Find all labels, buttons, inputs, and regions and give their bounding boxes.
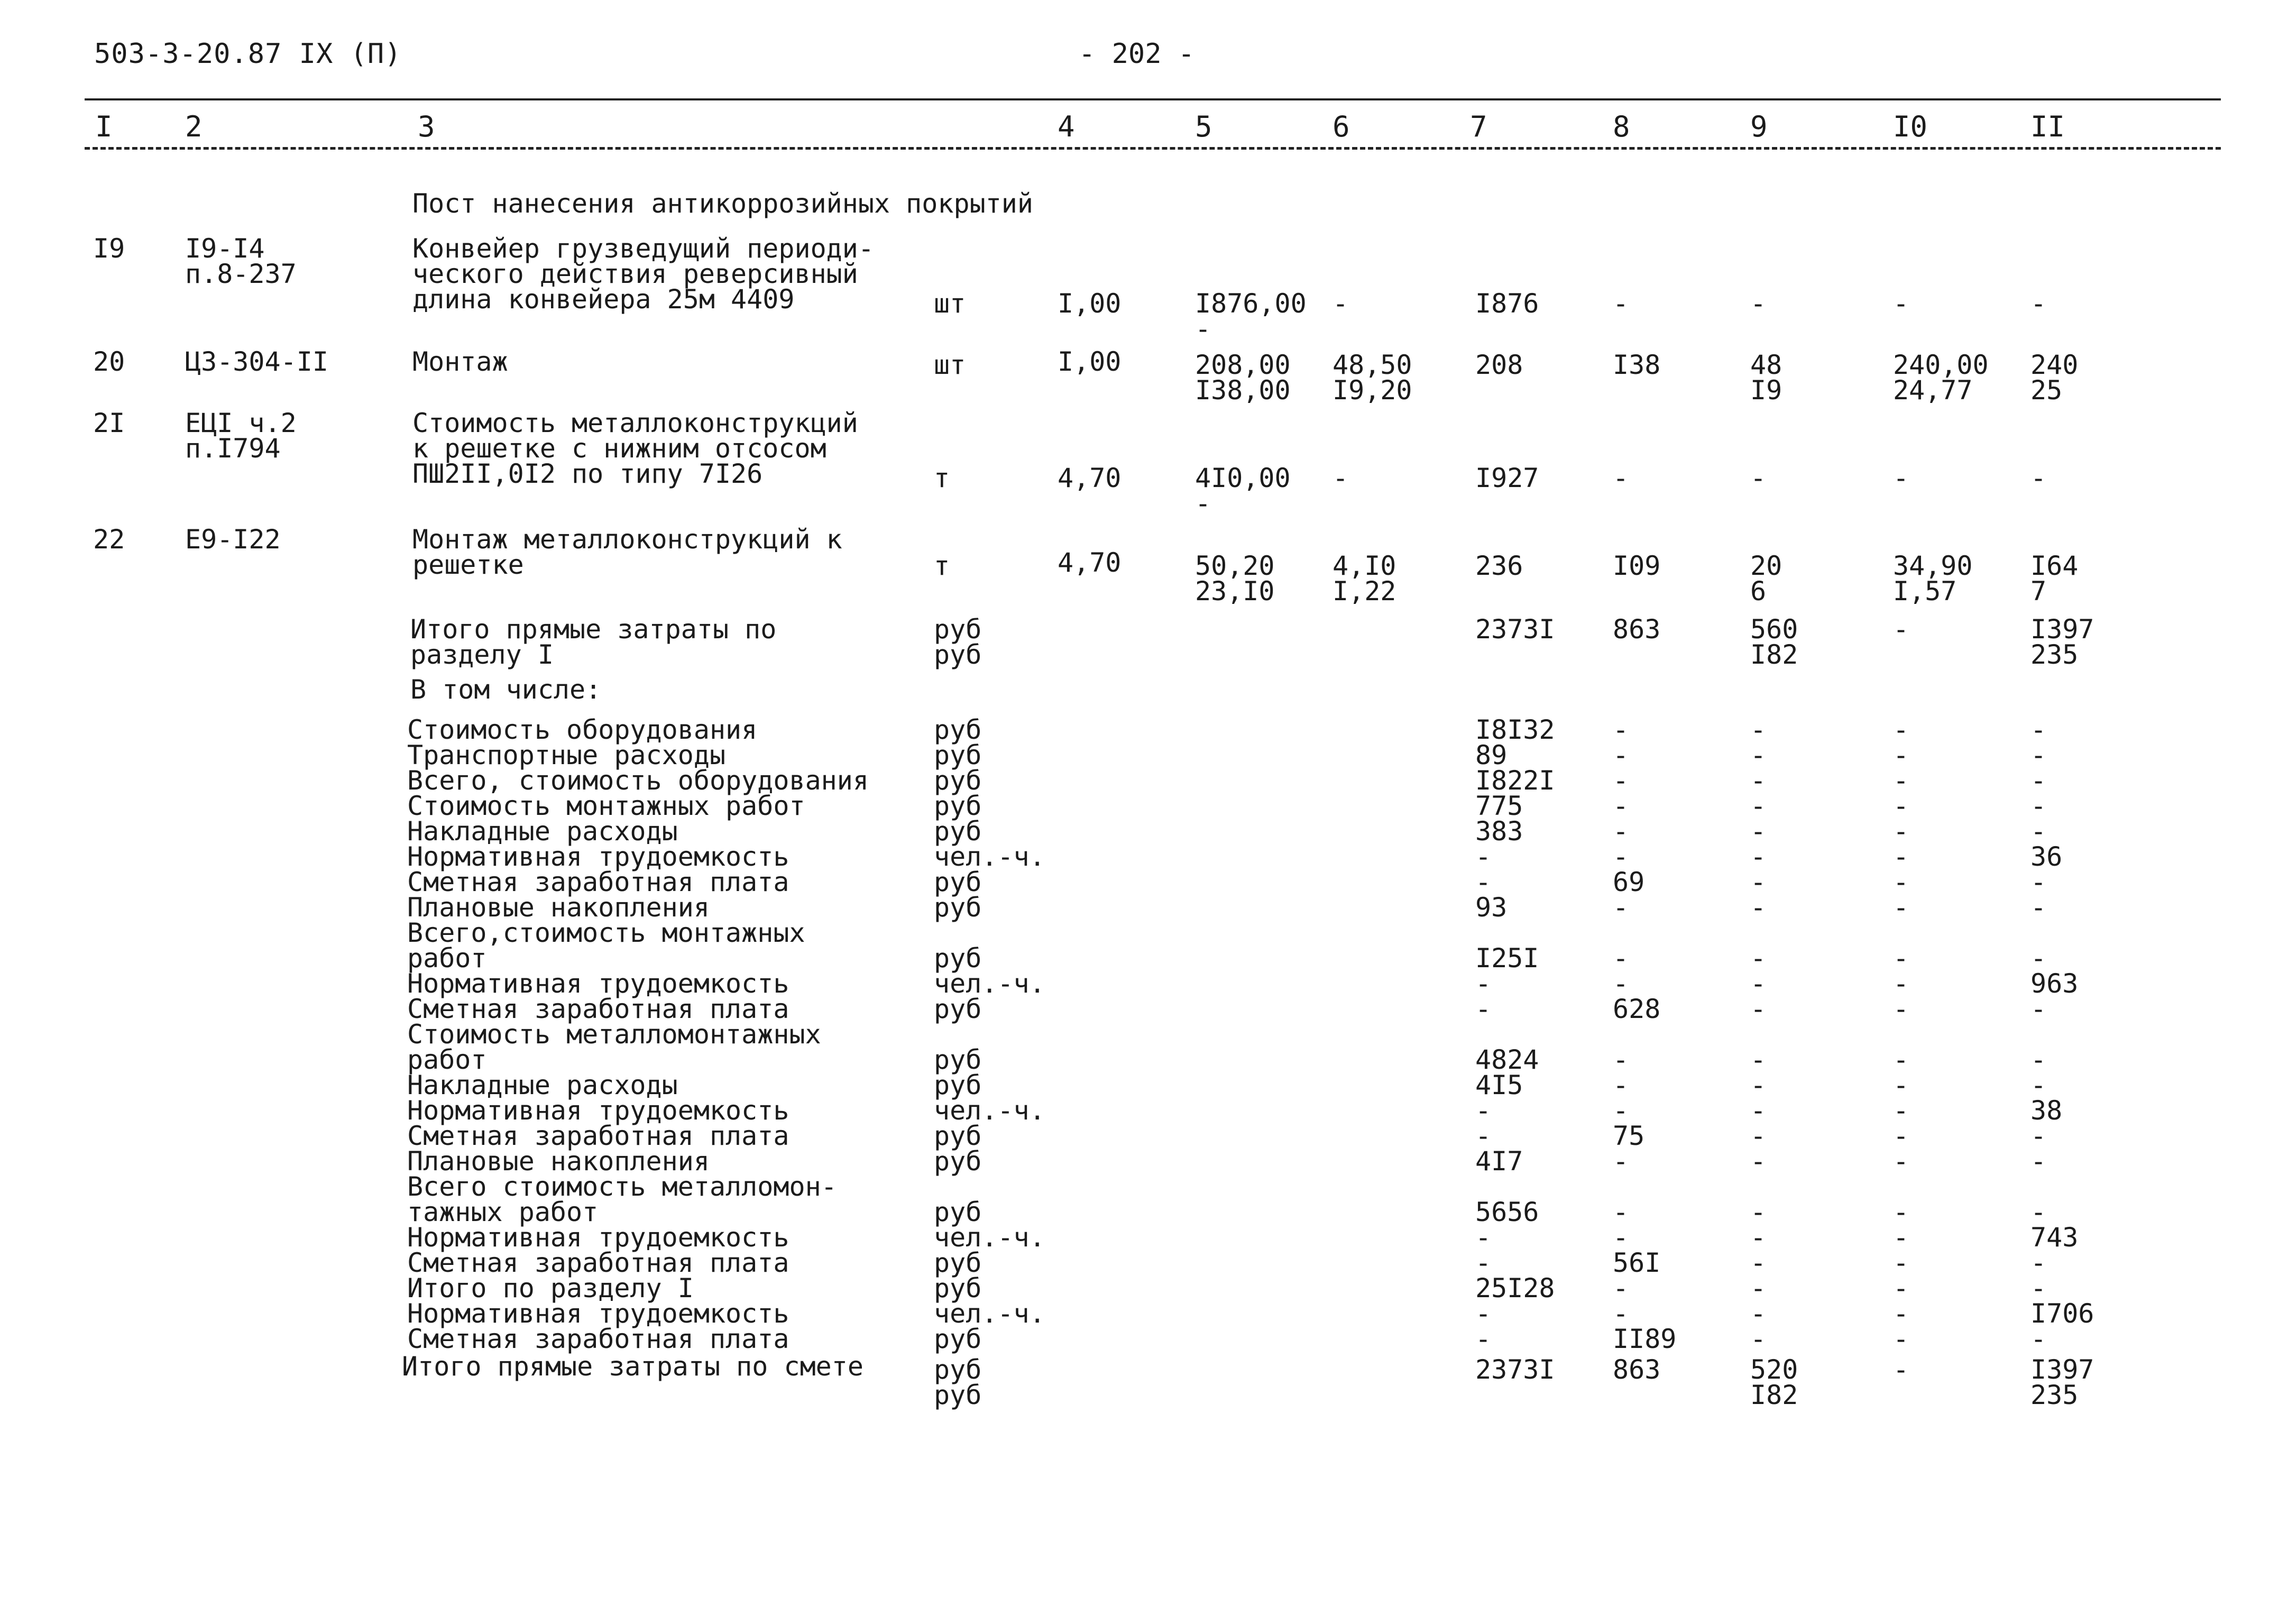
total-section-col10: -: [1893, 614, 1909, 645]
row-19-col8: -: [1613, 288, 1629, 319]
row-19-col10: -: [1893, 288, 1909, 319]
col-header-1: I: [95, 110, 113, 143]
row-19-col6: -: [1333, 288, 1349, 319]
row-22-col9: 20 6: [1750, 550, 1782, 607]
breakdown-col11: - - - - - 36 - - - 963 - - - 38 - - - 743 - - I706 -: [2030, 714, 2094, 1354]
total-section-col9: 560 I82: [1750, 614, 1798, 670]
row-21-name: Стоимость металлоконструкций к решетке с нижним отсосом ПШ2II,0I2 по типу 7I26: [412, 408, 858, 489]
breakdown-col10: - - - - - - - - - - - - - - - - - - - - - -: [1893, 714, 1909, 1354]
table-top-rule: [85, 98, 2221, 100]
row-19-col5: I876,00 -: [1195, 288, 1307, 344]
row-20-col11: 240 25: [2030, 350, 2079, 406]
row-20-quantity: I,00: [1058, 346, 1122, 377]
total-estimate-units: руб руб: [934, 1354, 982, 1410]
row-20-code: Ц3-304-II: [185, 346, 328, 377]
row-20-unit: шт: [934, 350, 966, 380]
row-22-name: Монтаж металлоконструкций к решетке: [412, 524, 842, 580]
total-section-col8: 863: [1613, 614, 1661, 645]
total-section-col7: 2373I: [1475, 614, 1555, 645]
total-estimate-col8: 863: [1613, 1354, 1661, 1385]
row-20-col9: 48 I9: [1750, 350, 1782, 406]
row-20-col10: 240,00 24,77: [1893, 350, 1989, 406]
row-21-quantity: 4,70: [1058, 463, 1122, 493]
row-20-col5: 208,00 I38,00: [1195, 350, 1291, 406]
row-22-col8: I09: [1613, 550, 1661, 581]
row-19-col7: I876: [1475, 288, 1539, 319]
row-19-number: I9: [93, 233, 125, 264]
breakdown-col9: - - - - - - - - - - - - - - - - - - - - - -: [1750, 714, 1767, 1354]
total-estimate-col11: I397 235: [2030, 1354, 2094, 1410]
row-22-number: 22: [93, 524, 125, 555]
row-22-col10: 34,90 I,57: [1893, 550, 1973, 607]
total-section-units: руб руб: [934, 614, 982, 670]
total-estimate-col9: 520 I82: [1750, 1354, 1798, 1410]
table-header-rule: [85, 147, 2221, 150]
col-header-4: 4: [1058, 110, 1075, 143]
row-21-col9: -: [1750, 463, 1767, 493]
including-label: В том числе:: [410, 674, 602, 705]
row-22-quantity: 4,70: [1058, 547, 1122, 578]
total-estimate-col10: -: [1893, 1354, 1909, 1385]
row-20-number: 20: [93, 346, 125, 377]
col-header-6: 6: [1333, 110, 1350, 143]
col-header-7: 7: [1470, 110, 1487, 143]
row-22-col6: 4,I0 I,22: [1333, 550, 1396, 607]
col-header-10: I0: [1893, 110, 1928, 143]
row-20-col8: I38: [1613, 350, 1661, 380]
total-section-col11: I397 235: [2030, 614, 2094, 670]
breakdown-col8: - - - - - - 69 - - - 628 - - - 75 - - - 56I - - II89: [1613, 714, 1677, 1354]
total-section-label: Итого прямые затраты по разделу I: [410, 614, 777, 670]
total-estimate-label: Итого прямые затраты по смете: [402, 1351, 863, 1382]
breakdown-units: руб руб руб руб руб чел.-ч. руб руб руб чел.-ч. руб руб руб чел.-ч. руб руб руб чел.-ч. руб руб чел.-ч. руб: [934, 714, 1045, 1354]
total-estimate-col7: 2373I: [1475, 1354, 1555, 1385]
breakdown-names: Стоимость оборудования Транспортные расходы Всего, стоимость оборудования Стоимость монтажных работ Накладные расходы Нормативная трудоемкость Сметная заработная плата Плановые накопления Всего,стоимость монтажных работ Нормативная трудоемкость Сметная заработная плата Стоимость металломонтажных работ Накладные расходы Нормативная трудоемкость Сметная заработная плата Плановые накопления Всего стоимость металломон- тажных работ Нормативная трудоемкость Сметная заработная плата Итого по разделу I Нормативная трудоемкость Сметная заработная плата: [407, 714, 869, 1354]
row-21-col11: -: [2030, 463, 2047, 493]
row-19-col11: -: [2030, 288, 2047, 319]
row-22-col5: 50,20 23,I0: [1195, 550, 1275, 607]
row-20-col6: 48,50 I9,20: [1333, 350, 1412, 406]
col-header-5: 5: [1195, 110, 1212, 143]
row-22-col7: 236: [1475, 550, 1523, 581]
document-code: 503-3-20.87 IX (П): [94, 38, 402, 70]
row-19-col9: -: [1750, 288, 1767, 319]
row-21-number: 2I: [93, 408, 125, 438]
row-21-col7: I927: [1475, 463, 1539, 493]
col-header-2: 2: [185, 110, 203, 143]
row-19-unit: шт: [934, 288, 966, 319]
col-header-3: 3: [418, 110, 435, 143]
page-number: - 202 -: [1079, 38, 1195, 70]
row-22-code: Е9-I22: [185, 524, 281, 555]
row-21-code: ЕЦI ч.2 п.I794: [185, 408, 297, 464]
row-20-name: Монтаж: [412, 346, 508, 377]
col-header-8: 8: [1613, 110, 1630, 143]
row-21-col6: -: [1333, 463, 1349, 493]
breakdown-col7: I8I32 89 I822I 775 383 - - 93 I25I - - 4824 4I5 - - 4I7 5656 - - 25I28 - -: [1475, 714, 1555, 1354]
row-22-unit: т: [934, 550, 950, 581]
row-21-col8: -: [1613, 463, 1629, 493]
row-19-name: Конвейер грузведущий периоди- ческого действия реверсивный длина конвейера 25м 4409: [412, 233, 874, 315]
row-21-col10: -: [1893, 463, 1909, 493]
col-header-9: 9: [1750, 110, 1768, 143]
section-title: Пост нанесения антикоррозийных покрытий: [412, 188, 1033, 219]
row-19-quantity: I,00: [1058, 288, 1122, 319]
col-header-11: II: [2030, 110, 2065, 143]
row-22-col11: I64 7: [2030, 550, 2079, 607]
row-21-unit: т: [934, 463, 950, 493]
row-21-col5: 4I0,00 -: [1195, 463, 1291, 519]
row-20-col7: 208: [1475, 350, 1523, 380]
row-19-code: I9-I4 п.8-237: [185, 233, 297, 289]
